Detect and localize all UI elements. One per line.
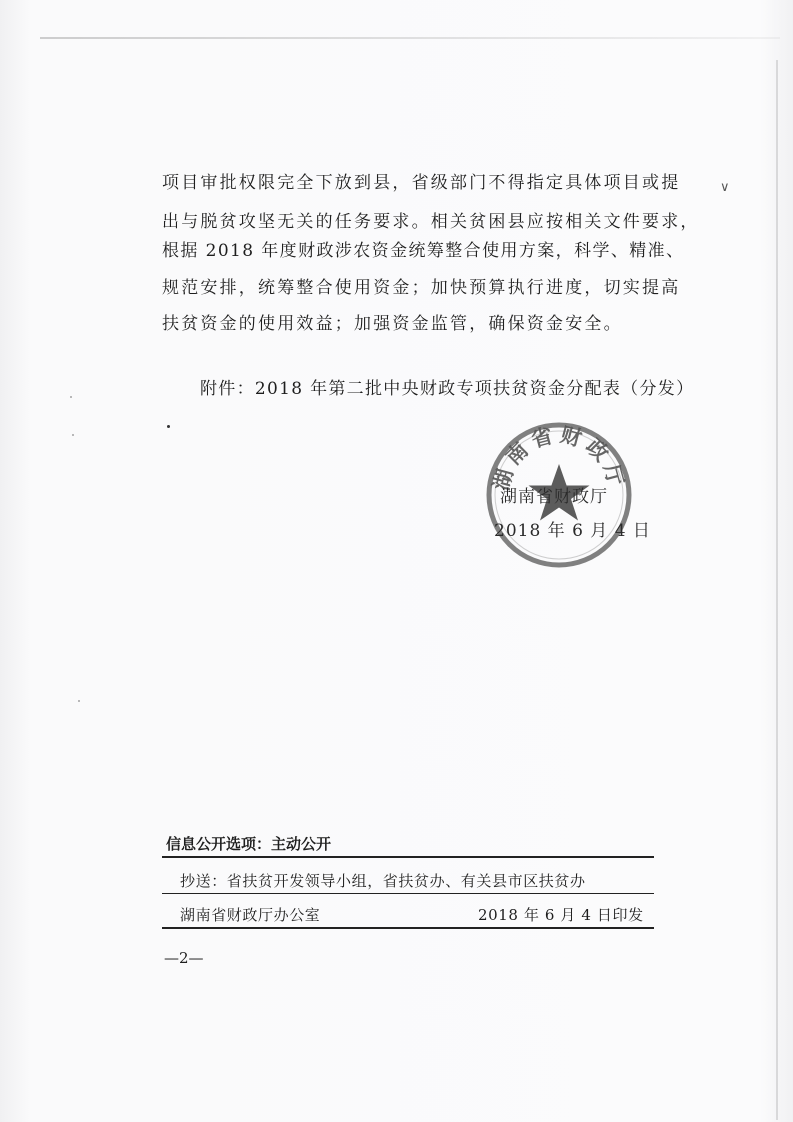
body-paragraph-line: 出与脱贫攻坚无关的任务要求。相关贫困县应按相关文件要求， <box>162 212 700 232</box>
issuing-office: 湖南省财政厅办公室 <box>180 906 321 924</box>
page-number: —2— <box>164 949 204 967</box>
scan-edge-top <box>40 37 780 39</box>
attachment-note: 附件：2018 年第二批中央财政专项扶贫资金分配表（分发） <box>200 379 695 399</box>
issue-date: 2018 年 6 月 4 日 <box>494 521 651 541</box>
disclosure-option: 信息公开选项：主动公开 <box>166 835 332 853</box>
footer-rule-top <box>162 856 654 858</box>
body-paragraph-line: 规范安排，统筹整合使用资金；加快预算执行进度，切实提高 <box>162 278 681 298</box>
footer-rule-bottom <box>162 927 654 929</box>
body-paragraph-line: 扶贫资金的使用效益；加强资金监管，确保资金安全。 <box>162 314 623 334</box>
seal-text: 湖南省财政厅 <box>489 422 629 494</box>
scan-speck <box>167 425 170 428</box>
scan-edge-right <box>776 60 778 1120</box>
scan-speck <box>72 434 74 436</box>
print-date: 2018 年 6 月 4 日印发 <box>478 906 644 924</box>
body-paragraph-line: 项目审批权限完全下放到县，省级部门不得指定具体项目或提 <box>162 173 681 193</box>
issuer-block <box>470 420 651 580</box>
footer-rule-middle <box>162 893 654 894</box>
scan-speck <box>70 396 72 398</box>
body-paragraph-line: 根据 2018 年度财政涉农资金统筹整合使用方案，科学、精准、 <box>162 241 685 261</box>
cc-list: 抄送：省扶贫开发领导小组，省扶贫办、有关县市区扶贫办 <box>180 872 586 890</box>
scan-mark: ∨ <box>720 180 730 195</box>
scan-speck <box>78 700 80 702</box>
issuer-name: 湖南省财政厅 <box>500 487 608 507</box>
